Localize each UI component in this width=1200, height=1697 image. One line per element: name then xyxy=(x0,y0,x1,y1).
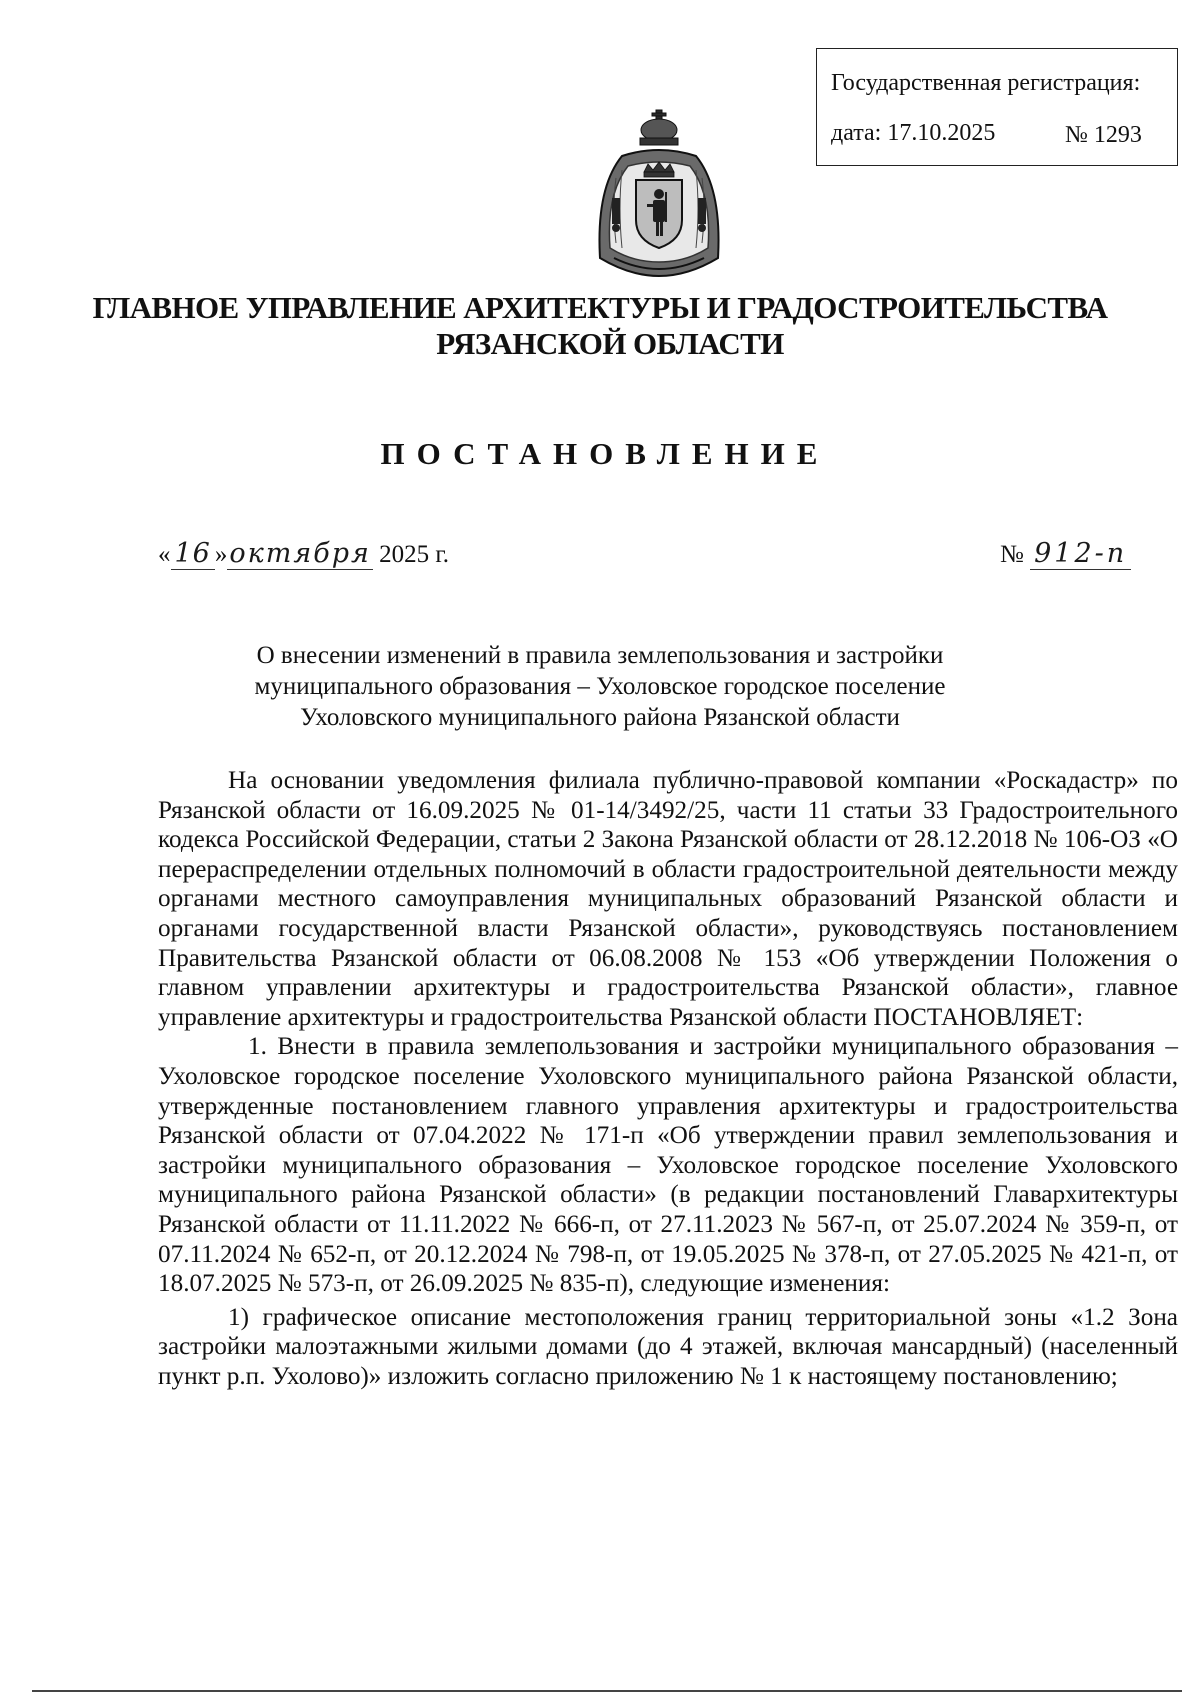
document-number-prefix: № xyxy=(1000,541,1031,568)
subject-line3: Ухоловского муниципального района Рязанской области xyxy=(300,704,900,731)
document-number-value: 912-п xyxy=(1030,538,1131,570)
issue-date-year: 2025 г. xyxy=(372,541,450,568)
organization-name xyxy=(0,290,1200,362)
issue-date-day: 16 xyxy=(171,538,215,570)
issue-date xyxy=(158,538,449,569)
document-subject xyxy=(0,640,1200,733)
subject-line1: О внесении изменений в правила землепользования и застройки xyxy=(256,642,944,669)
document-number xyxy=(1000,538,1131,569)
item-1-paragraph: 1. Внести в правила землепользования и застройки муниципального образования – Ухоловское городское поселение Ухоловского муниципального района Рязанской области, утвержденные постановлением главного управления архитектуры и градостроительства Рязанской области от 07.04.2022 № 171-п «Об утверждении правил землепользования и застройки муниципального образования – Ухоловское городское поселение Ухоловского муниципального района Рязанской области» (в редакции постановлений Главархитектуры Рязанской области от 11.11.2022 № 666-п, от 27.11.2023 № 567-п, от 25.07.2024 № 359-п, от 07.11.2024 № 652-п, от 20.12.2024 № 798-п, от 19.05.2025 № 378-п, от 27.05.2025 № 421-п, от 18.07.2025 № 573-п, от 26.09.2025 № 835-п), следующие изменения: xyxy=(158,1033,1178,1298)
organization-name-line2: РЯЗАНСКОЙ ОБЛАСТИ xyxy=(436,326,784,361)
registration-title: Государственная регистрация: xyxy=(831,70,1141,96)
document-type: ПОСТАНОВЛЕНИЕ xyxy=(380,436,830,471)
ryazan-coat-of-arms-icon xyxy=(592,108,734,280)
organization-name-line1: ГЛАВНОЕ УПРАВЛЕНИЕ АРХИТЕКТУРЫ И ГРАДОСТРОИТЕЛЬСТВА xyxy=(92,290,1108,325)
registration-stamp xyxy=(816,48,1178,166)
registration-number: № 1293 xyxy=(1065,122,1142,148)
registration-date: дата: 17.10.2025 xyxy=(831,120,996,146)
page-bottom-rule xyxy=(32,1690,1182,1692)
subitem-1-paragraph: 1) графическое описание местоположения границ территориальной зоны «1.2 Зона застройки малоэтажными жилыми домами (до 4 этажей, включая мансардный) (населенный пункт р.п. Ухолово)» изложить согласно приложению № 1 к настоящему постановлению; xyxy=(158,1303,1178,1390)
subject-line2: муниципального образования – Ухоловское городское поселение xyxy=(254,673,946,700)
issue-date-month: октября xyxy=(229,538,371,569)
preamble-paragraph: На основании уведомления филиала публично-правовой компании «Роскадастр» по Рязанской области от 16.09.2025 № 01-14/3492/25, части 11 статьи 33 Градостроительного кодекса Российской Федерации, статьи 2 Закона Рязанской области от 28.12.2018 № 106-ОЗ «О перераспределении отдельных полномочий в области градостроительной деятельности между органами местного самоуправления муниципальных образований Рязанской области и органами государственной власти Рязанской области», руководствуясь постановлением Правительства Рязанской области от 06.08.2008 № 153 «Об утверждении Положения о главном управлении архитектуры и градостроительства Рязанской области», главное управление архитектуры и градостроительства Рязанской области ПОСТАНОВЛЯЕТ: xyxy=(158,767,1178,1031)
document-body xyxy=(158,766,1178,1391)
issue-date-quote-open: « xyxy=(158,541,171,568)
issue-date-quote-close: » xyxy=(214,541,228,568)
